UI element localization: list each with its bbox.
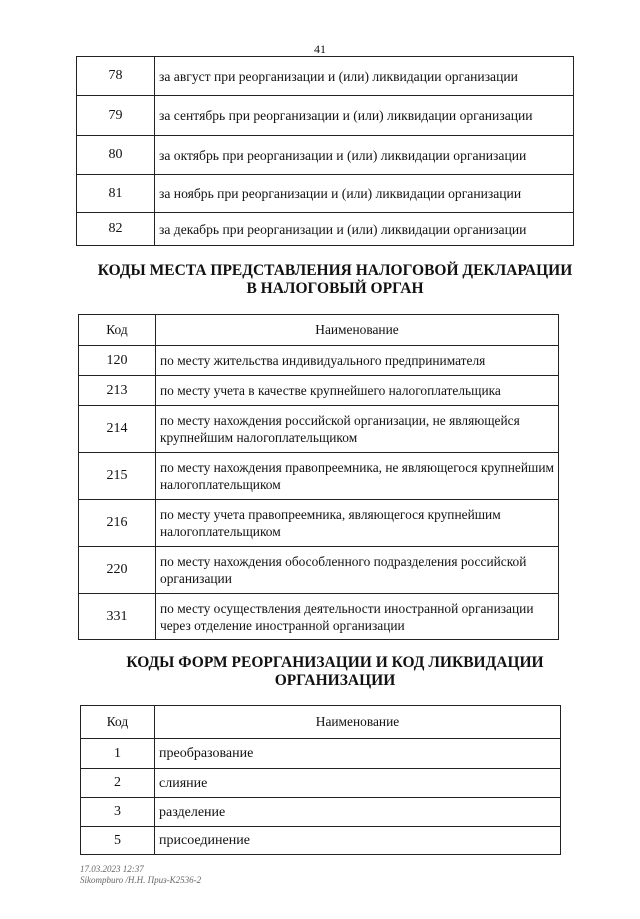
row-code: 80 — [77, 136, 155, 175]
row-code: 82 — [77, 213, 155, 246]
row-name: по месту жительства индивидуального предпринимателя — [156, 346, 559, 376]
row-name: по месту нахождения правопреемника, не являющегося крупнейшим налогоплательщиком — [156, 453, 559, 500]
row-code: 331 — [79, 594, 156, 640]
table-row — [79, 406, 559, 453]
header-code: Код — [81, 706, 155, 739]
table-row — [77, 175, 574, 213]
row-name: за декабрь при реорганизации и (или) ликвидации организации — [155, 213, 574, 246]
stamp-id: Sikompburo /Н.Н. Приз-К2536-2 — [80, 875, 202, 885]
row-name: по месту осуществления деятельности иностранной организации через отделение иностранной организации — [156, 594, 559, 640]
section-title-submission-place — [80, 262, 590, 298]
row-code: 5 — [81, 827, 155, 855]
header-code: Код — [79, 315, 156, 346]
table-row — [79, 453, 559, 500]
table-row — [79, 500, 559, 547]
period-codes-table — [76, 56, 574, 246]
row-name: присоединение — [155, 827, 561, 855]
table-row — [79, 346, 559, 376]
row-name: по месту нахождения обособленного подразделения российской организации — [156, 547, 559, 594]
row-name: за август при реорганизации и (или) ликвидации организации — [155, 57, 574, 96]
row-code: 79 — [77, 96, 155, 136]
row-name: за сентябрь при реорганизации и (или) ликвидации организации — [155, 96, 574, 136]
table-row — [77, 96, 574, 136]
submission-place-codes-table — [78, 314, 559, 640]
table-row — [79, 594, 559, 640]
row-code: 3 — [81, 798, 155, 827]
table-row — [79, 376, 559, 406]
row-name: за ноябрь при реорганизации и (или) ликвидации организации — [155, 175, 574, 213]
row-code: 215 — [79, 453, 156, 500]
header-name: Наименование — [155, 706, 561, 739]
table-header-row — [79, 315, 559, 346]
table-row — [81, 798, 561, 827]
table-row — [81, 827, 561, 855]
reorganization-codes-table — [80, 705, 561, 855]
row-code: 213 — [79, 376, 156, 406]
row-name: слияние — [155, 769, 561, 798]
row-code: 216 — [79, 500, 156, 547]
row-name: преобразование — [155, 739, 561, 769]
table-row — [77, 57, 574, 96]
table-row — [81, 769, 561, 798]
row-name: разделение — [155, 798, 561, 827]
row-code: 78 — [77, 57, 155, 96]
row-name: по месту учета правопреемника, являющегося крупнейшим налогоплательщиком — [156, 500, 559, 547]
title-line: В НАЛОГОВЫЙ ОРГАН — [246, 280, 424, 297]
row-code: 2 — [81, 769, 155, 798]
row-code: 1 — [81, 739, 155, 769]
stamp-date: 17.03.2023 12:37 — [80, 864, 144, 874]
title-line: КОДЫ ФОРМ РЕОРГАНИЗАЦИИ И КОД ЛИКВИДАЦИИ — [126, 654, 544, 671]
header-name: Наименование — [156, 315, 559, 346]
row-name: за октябрь при реорганизации и (или) ликвидации организации — [155, 136, 574, 175]
row-name: по месту нахождения российской организации, не являющейся крупнейшим налогоплательщиком — [156, 406, 559, 453]
table-header-row — [81, 706, 561, 739]
title-line: ОРГАНИЗАЦИИ — [274, 672, 396, 689]
row-code: 214 — [79, 406, 156, 453]
title-line: КОДЫ МЕСТА ПРЕДСТАВЛЕНИЯ НАЛОГОВОЙ ДЕКЛАРАЦИИ — [97, 262, 573, 279]
row-code: 81 — [77, 175, 155, 213]
table-row — [81, 739, 561, 769]
table-row — [79, 547, 559, 594]
section-title-reorganization-forms — [80, 654, 590, 690]
document-stamp — [80, 864, 201, 886]
row-name: по месту учета в качестве крупнейшего налогоплательщика — [156, 376, 559, 406]
table-row — [77, 213, 574, 246]
row-code: 220 — [79, 547, 156, 594]
table-row — [77, 136, 574, 175]
page-number: 41 — [314, 42, 326, 56]
row-code: 120 — [79, 346, 156, 376]
